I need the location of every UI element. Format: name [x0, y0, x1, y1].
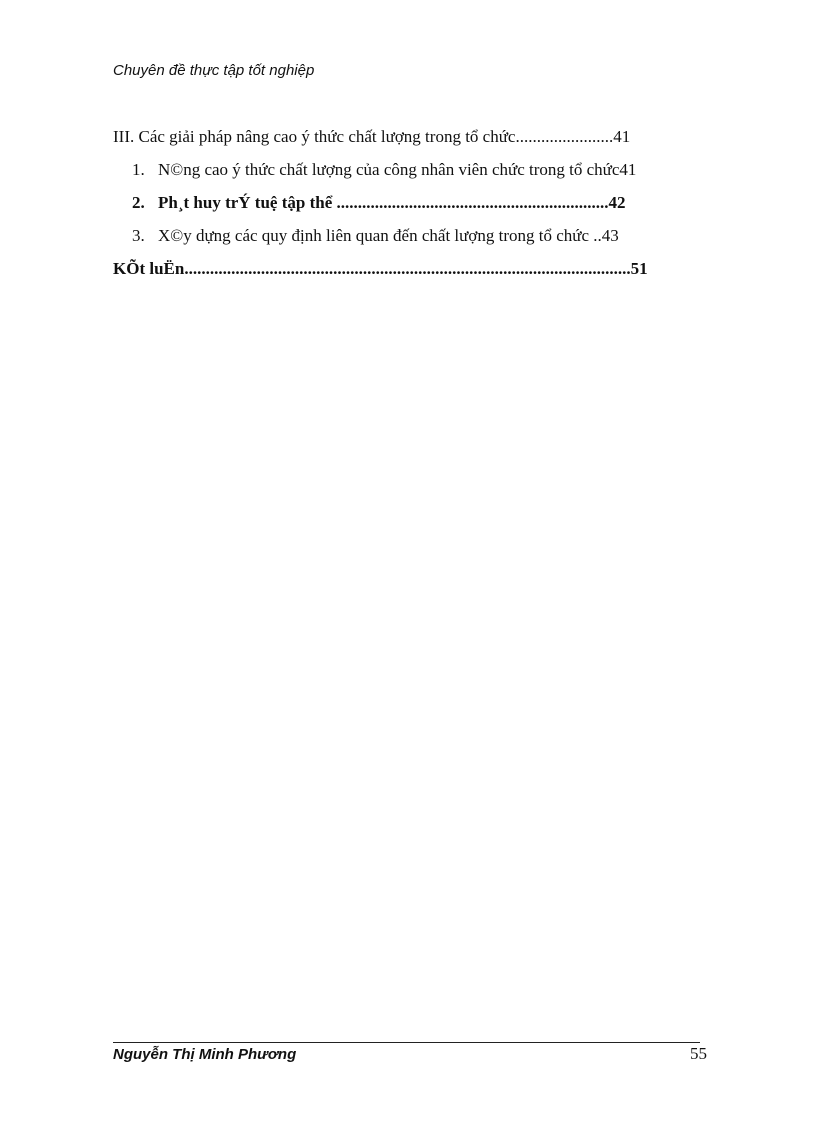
- toc-item-text: N©ng cao ý thức chất lượng của công nhân viên chức trong tổ chức41: [158, 160, 637, 179]
- toc-item-2: [113, 186, 703, 219]
- table-of-contents: [113, 120, 703, 285]
- toc-item-3: [113, 219, 703, 252]
- toc-item-number: 3.: [132, 226, 145, 245]
- running-header: Chuyên đề thực tập tốt nghiệp: [113, 62, 315, 79]
- toc-section-3: III. Các giải pháp nâng cao ý thức chất lượng trong tổ chức.......................41: [113, 127, 631, 146]
- toc-conclusion: KÕt luËn.........................................................................................................51: [113, 259, 648, 278]
- page-number: 55: [690, 1044, 707, 1063]
- toc-item-text: Ph¸t huy trÝ tuệ tập thể ................................................................42: [158, 193, 626, 212]
- footer-divider: [113, 1042, 700, 1043]
- footer-author: Nguyễn Thị Minh Phương: [113, 1046, 297, 1063]
- toc-item-1: [113, 153, 703, 186]
- toc-item-number: 2.: [132, 193, 145, 212]
- toc-item-number: 1.: [132, 160, 145, 179]
- toc-item-text: X©y dựng các quy định liên quan đến chất lượng trong tổ chức ..43: [158, 226, 619, 245]
